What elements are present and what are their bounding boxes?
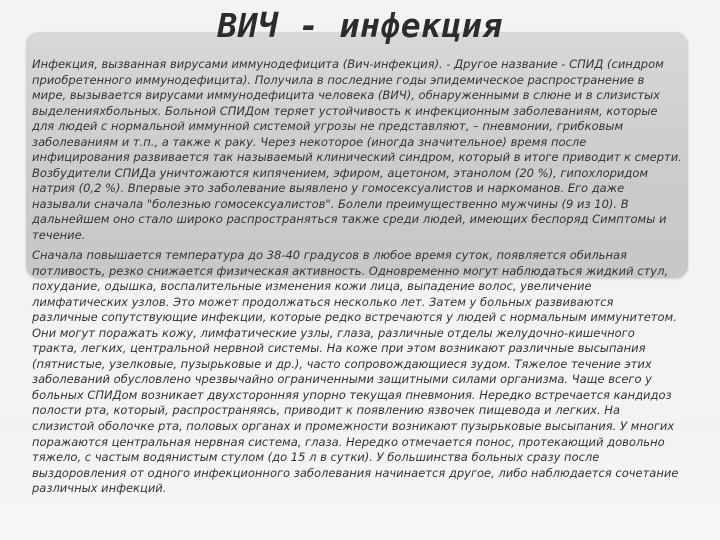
- paragraph-intro: Инфекция, вызванная вирусами иммунодефицита (Вич-инфекция). - Другое название - СПИД (синдром приобретенного иммунодефицита). Получила в последние годы эпидемическое распространение в мире, вызывается вирусами иммунодефицита человека (ВИЧ), обнаруженными в слюне и в слизистых выделенияхбольных. Больной СПИДом теряет устойчивость к инфекционным заболеваниям, которые для людей с нормальной иммунной системой угрозы не представляют, – пневмонии, грибковым заболеваниям и т.п., а также к раку. Через некоторое (иногда значительное) время после инфицирования развивается так называемый клинический синдром, который в итоге приводит к смерти. Возбудители СПИДа уничтожаются кипячением, эфиром, ацетоном, этанолом (20 %), гипохлоридом натрия (0,2 %). Впервые это заболевание выявлено у гомосексуалистов и наркоманов. Его даже называли сначала "болезнью гомосексуалистов". Болели преимущественно мужчины (9 из 10). В дальнейшем оно стало широко распространяться также среди людей, имеющих беспоряд Симптомы и течение.: [32, 57, 682, 243]
- slide-title: ВИЧ - инфекция: [217, 6, 503, 45]
- paragraph-symptoms: Сначала повышается температура до 38-40 градусов в любое время суток, появляется обильная потливость, резко снижается физическая активность. Одновременно могут наблюдаться жидкий стул, похудание, одышка, воспалительные изменения кожи лица, выпадение волос, увеличение лимфатических узлов. Это может продолжаться несколько лет. Затем у больных развиваются различные сопутствующие инфекции, которые редко встречаются у людей с нормальным иммунитетом. Они могут поражать кожу, лимфатические узлы, глаза, различные отделы желудочно-кишечного тракта, легких, центральной нервной системы. На коже при этом возникают различные высыпания (пятнистые, узелковые, пузырьковые и др.), часто сопровождающиеся зудом. Тяжелое течение этих заболеваний обусловлено чрезвычайно ограниченными защитными силами организма. Чаще всего у больных СПИДом возникает двухсторонняя упорно текущая пневмония. Нередко встречается кандидоз полости рта, который, распространяясь, приводит к появлению язвочек пищевода и легких. На слизистой оболочке рта, половых органах и промежности возникают пузырьковые высыпания. У многих поражаются центральная нервная система, глаза. Нередко отмечается понос, протекающий довольно тяжело, с частым водянистым стулом (до 15 л в сутки). У большинства больных сразу после выздоровления от одного инфекционного заболевания начинается другое, либо наблюдается сочетание различных инфекций.: [32, 248, 679, 496]
